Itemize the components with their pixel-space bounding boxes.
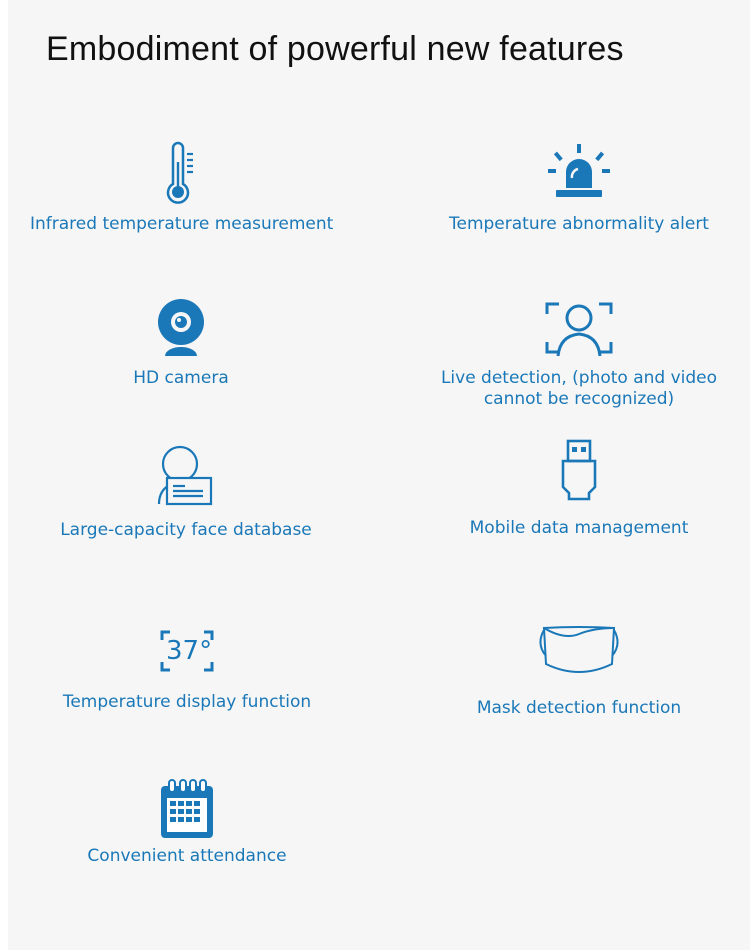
feature-attendance bbox=[36, 778, 338, 867]
face-scan-icon bbox=[542, 298, 616, 360]
calendar-icon bbox=[157, 778, 217, 840]
feature-label bbox=[423, 368, 735, 410]
feature-live-detection bbox=[423, 298, 735, 410]
feature-label: Convenient attendance bbox=[87, 846, 287, 866]
feature-label: Temperature abnormality alert bbox=[449, 214, 709, 234]
temperature-display-icon bbox=[152, 628, 222, 674]
feature-label: Infrared temperature measurement bbox=[30, 214, 334, 234]
page-title: Embodiment of powerful new features bbox=[46, 30, 624, 68]
face-mask-icon bbox=[534, 622, 624, 678]
feature-label-line1: Live detection, (photo and video bbox=[440, 368, 718, 388]
feature-label: Temperature display function bbox=[62, 692, 312, 712]
feature-label-line2: cannot be recognized) bbox=[483, 389, 675, 409]
feature-infrared-temperature bbox=[30, 140, 332, 235]
left-margin-strip bbox=[0, 0, 8, 950]
feature-face-database bbox=[36, 444, 336, 541]
feature-label: Mask detection function bbox=[476, 698, 682, 718]
feature-label: Mobile data management bbox=[469, 518, 689, 538]
feature-temperature-display bbox=[36, 628, 338, 713]
feature-abnormality-alert bbox=[428, 140, 730, 235]
thermometer-icon bbox=[151, 140, 211, 206]
feature-mask-detection bbox=[428, 622, 730, 719]
feature-label: HD camera bbox=[133, 368, 229, 388]
face-database-icon bbox=[154, 444, 218, 510]
feature-mobile-data bbox=[428, 438, 730, 539]
feature-label: Large-capacity face database bbox=[60, 520, 312, 540]
feature-hd-camera bbox=[30, 294, 332, 389]
usb-drive-icon bbox=[554, 438, 604, 504]
alarm-light-icon bbox=[544, 140, 614, 206]
webcam-icon bbox=[151, 294, 211, 360]
temperature-display-value: 37° bbox=[166, 636, 213, 666]
